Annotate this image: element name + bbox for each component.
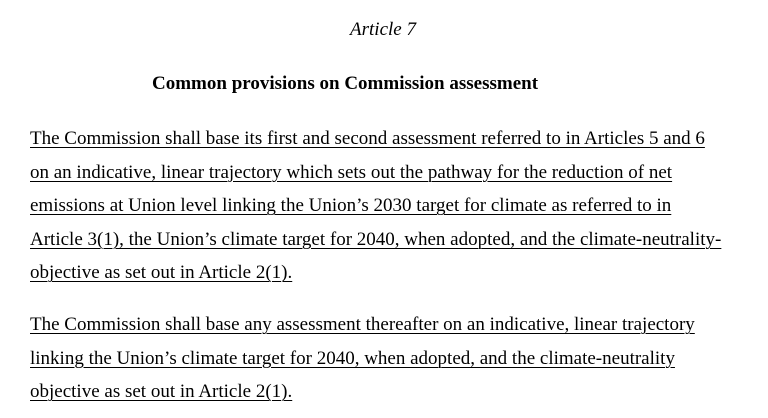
article-title: Common provisions on Commission assessment bbox=[152, 73, 539, 94]
paragraph-line: linking the Union’s climate target for 2040, when adopted, and the climate-neutrality bbox=[30, 347, 675, 369]
paragraph-line: on an indicative, linear trajectory which sets out the pathway for the reduction of net bbox=[30, 161, 673, 183]
paragraph-line: The Commission shall base its first and second assessment referred to in Articles 5 and 6 bbox=[30, 128, 705, 149]
paragraph-line: The Commission shall base any assessment thereafter on an indicative, linear trajectory bbox=[30, 314, 695, 335]
paragraph-line: Article 3(1), the Union’s climate target for 2040, when adopted, and the climate-neutrality- bbox=[30, 228, 722, 250]
paragraph-line: emissions at Union level linking the Union’s 2030 target for climate as referred to in bbox=[30, 195, 672, 217]
paragraph-2 bbox=[30, 308, 750, 409]
paragraph-1 bbox=[30, 122, 750, 290]
article-number: Article 7 bbox=[350, 19, 416, 40]
paragraph-line: objective as set out in Article 2(1). bbox=[30, 381, 293, 403]
paragraph-line: objective as set out in Article 2(1). bbox=[30, 262, 293, 284]
